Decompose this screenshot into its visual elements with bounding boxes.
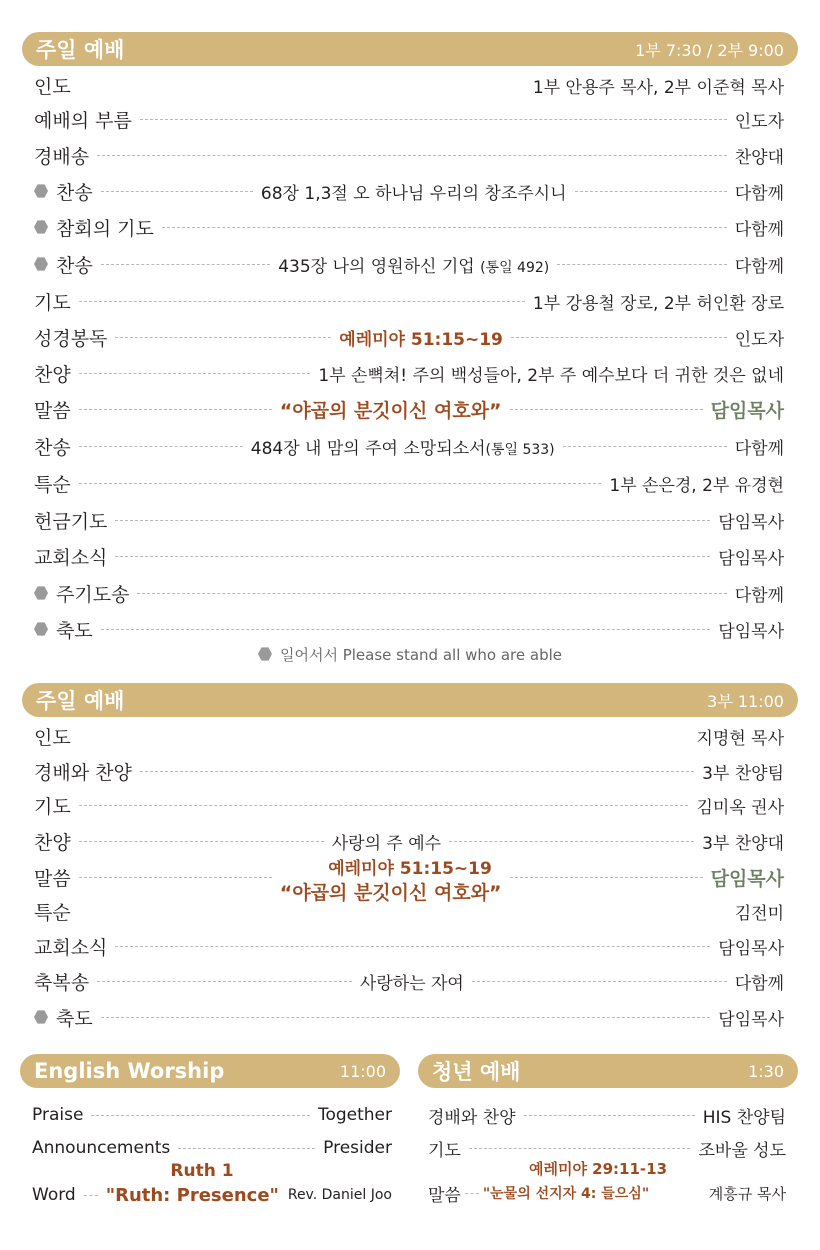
- row-value: HIS 찬양팀: [702, 1107, 786, 1128]
- sermon-title: “야곱의 분깃이신 여호와”: [279, 399, 502, 422]
- row-label: 축도: [56, 619, 93, 642]
- row-value: 지명현 목사: [696, 728, 784, 749]
- s1-row-4: [34, 176, 784, 206]
- row-value: 1부 손은경, 2부 유경현: [609, 475, 784, 496]
- stand-hexagon-icon: [34, 257, 48, 271]
- row-value: 담임목사: [718, 621, 784, 642]
- s1-row-11: [34, 431, 784, 461]
- row-value: 담임목사: [718, 1009, 784, 1030]
- yt-row-3: [428, 1178, 786, 1208]
- yt-row-1: [428, 1100, 786, 1130]
- s1-row-6: [34, 249, 784, 279]
- section1-header: [22, 32, 798, 66]
- row-label: 말씀: [34, 867, 71, 890]
- row-value: 다함께: [734, 183, 785, 204]
- hymn-title-text: 484장 내 맘의 주여 소망되소서: [250, 438, 486, 459]
- row-label: 말씀: [34, 399, 71, 422]
- english-title: English Worship: [34, 1059, 225, 1083]
- hymn-title: [251, 434, 555, 459]
- row-label: 기도: [34, 795, 71, 818]
- s2-row-8: [34, 966, 784, 996]
- row-value: 다함께: [734, 256, 784, 277]
- row-label: 축복송: [34, 971, 90, 994]
- leader-line: [115, 946, 710, 947]
- sermon-title: "눈물의 선지자 4: 들으심": [482, 1186, 650, 1202]
- row-label: 축도: [56, 1007, 93, 1030]
- row-label: 특순: [34, 901, 71, 924]
- row-label: 헌금기도: [34, 510, 108, 533]
- s1-row-9: [34, 358, 784, 388]
- yt-scripture-reference: 예레미야 29:11-13: [528, 1160, 668, 1178]
- leader-line: [101, 1017, 711, 1018]
- s1-row-7: [34, 286, 784, 316]
- stand-note-text: 일어서서 Please stand all who are able: [279, 645, 562, 664]
- row-value: 담임목사: [710, 867, 785, 890]
- row-value: 계흥규 목사: [708, 1184, 786, 1203]
- leader-line: [101, 264, 270, 265]
- row-label: 주기도송: [56, 583, 130, 606]
- row-value: 3부 찬양팀: [702, 763, 784, 784]
- row-label: Praise: [32, 1105, 84, 1125]
- s1-row-2: [34, 104, 784, 134]
- section1-title: 주일 예배: [36, 38, 125, 62]
- hymn-old-number: (통일 492): [480, 259, 550, 276]
- leader-line: [178, 1148, 315, 1149]
- leader-line: [140, 119, 727, 120]
- s2-row-7: [34, 931, 784, 961]
- leader-line: [511, 337, 727, 338]
- row-label: 경배와 찬양: [428, 1107, 516, 1128]
- row-label: 예배의 부름: [34, 109, 132, 132]
- row-label: 경배송: [34, 145, 90, 168]
- s1-row-1: [34, 70, 784, 100]
- row-value: 김미옥 권사: [696, 797, 784, 818]
- hymn-old-number: (통일 533): [485, 441, 555, 458]
- leader-line: [79, 409, 272, 410]
- s1-row-14: [34, 541, 784, 571]
- row-value: 3부 찬양대: [702, 833, 785, 854]
- row-label: 인도: [34, 726, 71, 749]
- en-scripture-reference: Ruth 1: [170, 1161, 234, 1181]
- stand-hexagon-icon: [258, 647, 272, 661]
- row-value: 담임목사: [718, 938, 784, 959]
- leader-line: [510, 877, 703, 878]
- row-label: Announcements: [32, 1138, 171, 1158]
- leader-line: [79, 301, 525, 302]
- en-row-3: [32, 1180, 392, 1210]
- stand-hexagon-icon: [34, 586, 48, 600]
- row-value: 담임목사: [718, 548, 784, 569]
- s2-row-3: [34, 790, 784, 820]
- hymn-title-text: 435장 나의 영원하신 기업: [278, 256, 475, 277]
- leader-line: [575, 191, 727, 192]
- youth-time: 1:30: [748, 1061, 784, 1081]
- scripture-reference: 예레미야 51:15~19: [339, 329, 503, 350]
- section2-time: 3부 11:00: [707, 691, 784, 711]
- leader-line: [101, 191, 253, 192]
- song-title: 사랑의 주 예수: [331, 833, 442, 854]
- section2-title: 주일 예배: [36, 689, 125, 713]
- stand-hexagon-icon: [34, 1010, 48, 1024]
- leader-line: [449, 841, 694, 842]
- row-label: Word: [32, 1185, 76, 1205]
- row-value: 다함께: [734, 585, 784, 606]
- row-label: 찬양: [34, 831, 71, 854]
- youth-header: [418, 1054, 798, 1088]
- row-value: 다함께: [734, 973, 784, 994]
- row-value: Presider: [323, 1138, 392, 1158]
- row-value: 찬양대: [734, 147, 784, 168]
- row-label: 기도: [34, 291, 71, 314]
- leader-line: [115, 520, 710, 521]
- row-label: 기도: [428, 1140, 461, 1161]
- section1-time: 1부 7:30 / 2부 9:00: [635, 40, 784, 60]
- leader-line: [137, 593, 726, 594]
- leader-line: [524, 1115, 695, 1116]
- s2-row-6: [34, 896, 784, 926]
- row-label: 찬송: [56, 181, 93, 204]
- row-label: 찬송: [56, 254, 93, 277]
- row-label: 인도: [34, 75, 71, 98]
- s2-row-2: [34, 756, 784, 786]
- row-value: 1부 강용철 장로, 2부 허인환 장로: [532, 293, 784, 314]
- en-row-1: [32, 1100, 392, 1130]
- row-value: 조바울 성도: [698, 1140, 786, 1161]
- s1-row-15: [34, 578, 784, 608]
- leader-line: [97, 981, 352, 982]
- s2-row-1: [34, 721, 784, 751]
- leader-line: [563, 446, 727, 447]
- s1-row-5: [34, 212, 784, 242]
- leader-line: [115, 556, 710, 557]
- s1-row-12: [34, 468, 784, 498]
- stand-hexagon-icon: [34, 184, 48, 198]
- row-label: 특순: [34, 473, 71, 496]
- s1-row-16: [34, 614, 784, 644]
- s1-row-10: [34, 394, 784, 424]
- leader-line: [465, 1193, 479, 1194]
- row-value: 1부 손뼉쳐! 주의 백성들아, 2부 주 예수보다 더 귀한 것은 없네: [318, 365, 784, 386]
- hymn-title: 68장 1,3절 오 하나님 우리의 창조주시니: [260, 183, 567, 204]
- sermon-title: “야곱의 분깃이신 여호와”: [279, 881, 502, 904]
- leader-line: [140, 771, 694, 772]
- row-value: 담임목사: [710, 399, 785, 422]
- english-time: 11:00: [339, 1061, 386, 1081]
- row-label: 말씀: [428, 1185, 461, 1206]
- leader-line: [510, 409, 703, 410]
- row-value: 담임목사: [718, 512, 784, 533]
- leader-line: [79, 446, 243, 447]
- row-value: 다함께: [734, 219, 784, 240]
- row-value: 1부 안용주 목사, 2부 이준혁 목사: [532, 77, 784, 98]
- youth-title: 청년 예배: [432, 1060, 521, 1084]
- leader-line: [162, 227, 727, 228]
- section2-header: [22, 683, 798, 717]
- row-label: 찬송: [34, 436, 71, 459]
- leader-line: [557, 264, 726, 265]
- leader-line: [101, 629, 711, 630]
- row-value: 김전미: [734, 903, 784, 924]
- s1-row-3: [34, 140, 784, 170]
- s1-row-8: [34, 322, 784, 352]
- s2-row-9: [34, 1002, 784, 1032]
- leader-line: [79, 805, 689, 806]
- leader-line: [79, 483, 602, 484]
- row-value: Rev. Daniel Joo: [287, 1187, 392, 1203]
- leader-line: [472, 981, 727, 982]
- row-label: 교회소식: [34, 936, 108, 959]
- en-row-2: [32, 1133, 392, 1163]
- leader-line: [79, 877, 272, 878]
- s2-row-4: [34, 826, 784, 856]
- leader-line: [79, 373, 311, 374]
- stand-hexagon-icon: [34, 220, 48, 234]
- row-label: 참회의 기도: [56, 217, 154, 240]
- s1-row-13: [34, 505, 784, 535]
- s2-scripture-reference: 예레미야 51:15~19: [328, 859, 492, 879]
- hymn-title: [278, 252, 549, 277]
- stand-hexagon-icon: [34, 622, 48, 636]
- english-header: [20, 1054, 400, 1088]
- sermon-title: "Ruth: Presence": [105, 1184, 279, 1206]
- row-value: 인도자: [734, 329, 785, 350]
- leader-line: [97, 155, 727, 156]
- leader-line: [115, 337, 331, 338]
- row-label: 경배와 찬양: [34, 761, 132, 784]
- song-title: 사랑하는 자여: [359, 973, 464, 994]
- stand-note: [0, 642, 820, 666]
- row-label: 찬양: [34, 363, 71, 386]
- row-value: 다함께: [734, 438, 784, 459]
- row-value: 인도자: [734, 111, 784, 132]
- leader-line: [91, 1115, 310, 1116]
- leader-line: [469, 1148, 691, 1149]
- leader-line: [79, 841, 324, 842]
- row-value: Together: [317, 1105, 392, 1125]
- row-label: 교회소식: [34, 546, 108, 569]
- row-label: 성경봉독: [34, 327, 108, 350]
- leader-line: [84, 1195, 98, 1196]
- s2-row-5: [34, 862, 785, 904]
